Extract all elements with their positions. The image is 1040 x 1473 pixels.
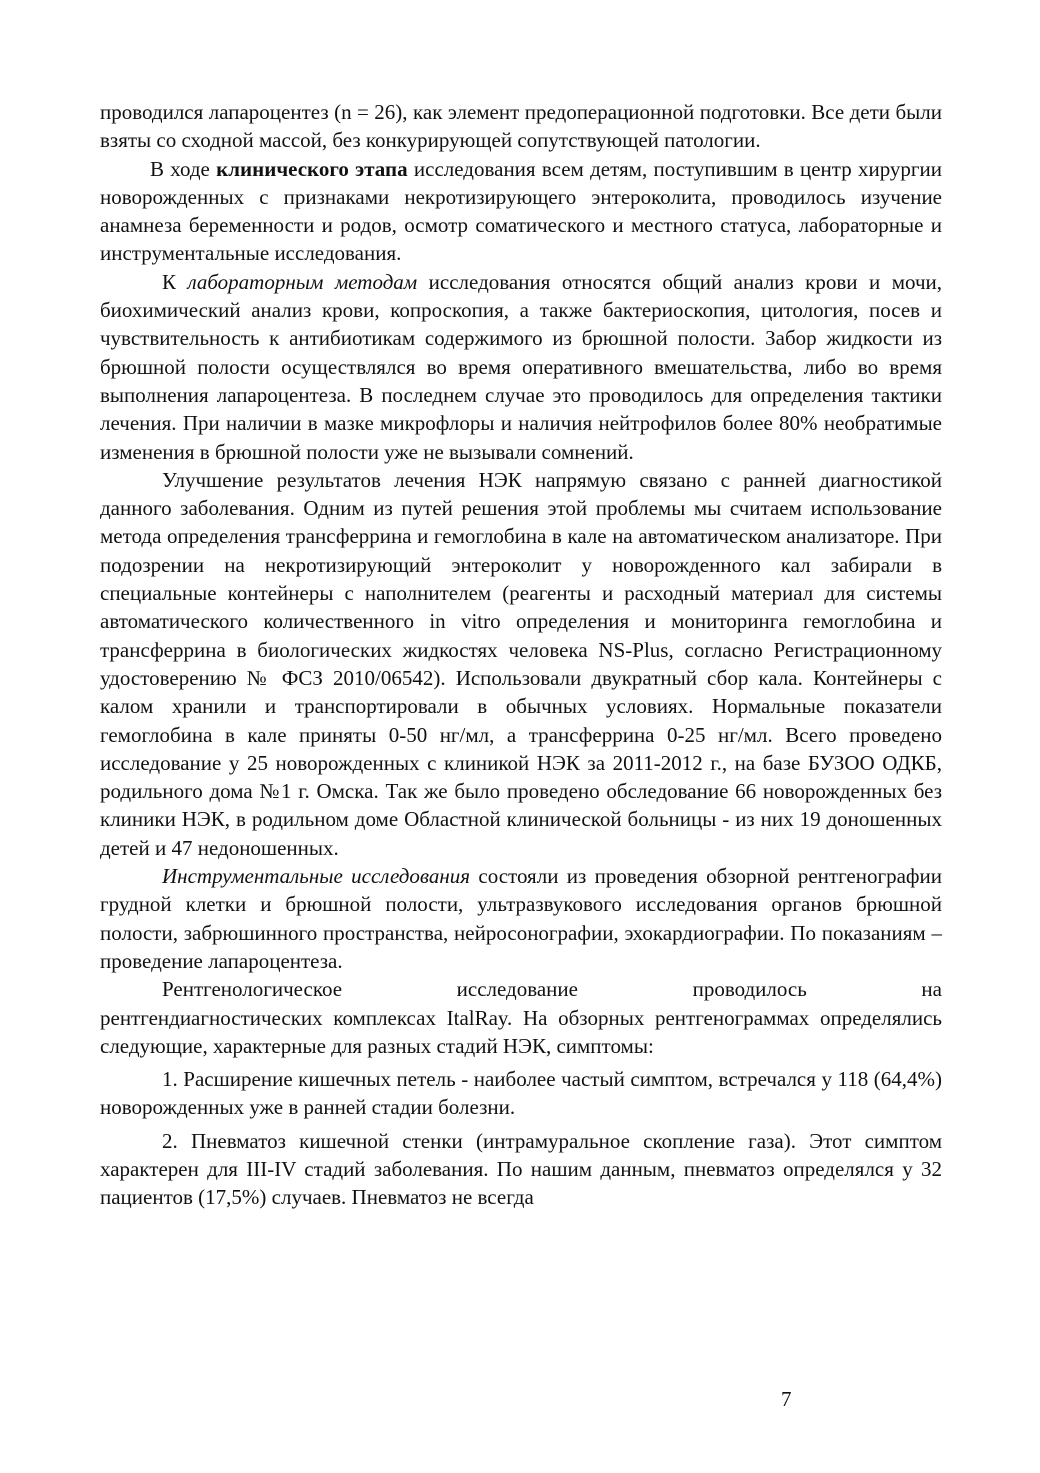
- paragraph-lab-methods: [100, 268, 942, 466]
- paragraph-instrumental: [100, 862, 942, 975]
- text-run: исследования относятся общий анализ крови и мочи, биохимический анализ крови, копроскопия, а также бактериоскопия, цитология, посев и чувствительность к антибиотикам содержимого из брюшной полости. Забор жидкости из брюшной полости осуществлялся во время оперативного вмешательства, либо во время выполнения лапароцентеза. В последнем случае это проводилось для определения тактики лечения. При наличии в мазке микрофлоры и наличия нейтрофилов более 80% необратимые изменения в брюшной полости уже не вызывали сомнений.: [100, 269, 943, 464]
- paragraph-xray: рентгендиагностических комплексах ItalRay. На обзорных рентгенограммах определялись следующие, характерные для разных стадий НЭК, симптомы:: [100, 1005, 942, 1058]
- italic-term: Инструментальные исследования: [162, 864, 471, 889]
- document-body: [100, 98, 942, 1212]
- list-item: 1. Расширение кишечных петель - наиболее частый симптом, встречался у 118 (64,4%) новорожденных уже в ранней стадии болезни.: [100, 1067, 942, 1120]
- text-run: К: [162, 269, 188, 294]
- bold-term: клинического этапа: [216, 156, 408, 181]
- text-run: исследования всем детям, поступившим в центр хирургии новорожденных с признаками некротизирующего энтероколита, проводилось изучение анамнеза беременности и родов, осмотр соматического и местного статуса, лабораторные и инструментальные исследования.: [100, 156, 943, 266]
- paragraph-diagnostics: Улучшение результатов лечения НЭК напрямую связано с ранней диагностикой данного заболевания. Одним из путей решения этой проблемы мы считаем использование метода определения трансферрина и гемоглобина в кале на автоматическом анализаторе. При подозрении на некротизирующий энтероколит у новорожденного кал забирали в специальные контейнеры с наполнителем (реагенты и расходный материал для системы автоматического количественного in vitro определения и мониторинга гемоглобина и трансферрина в биологических жидкостях человека NS-Plus, согласно Регистрационному удостоверению № ФСЗ 2010/06542). Использовали двукратный сбор кала. Контейнеры с калом хранили и транспортировали в обычных условиях. Нормальные показатели гемоглобина в кале приняты 0-50 нг/мл, а трансферрина 0-25 нг/мл. Всего проведено исследование у 25 новорожденных с клиникой НЭК за 2011-2012 г., на базе БУЗОО ОДКБ, родильного дома №1 г. Омска. Так же было проведено обследование 66 новорожденных без клиники НЭК, в родильном доме Областной клинической больницы - из них 19 доношенных детей и 47 недоношенных.: [100, 467, 942, 860]
- page-number: 7: [781, 1387, 792, 1411]
- text-run: состояли из проведения обзорной рентгенографии грудной клетки и брюшной полости, ультразвукового исследования органов брюшной полости, забрюшинного пространства, нейросонографии, эхокардиографии. По показаниям – проведение лапароцентеза.: [100, 864, 942, 973]
- italic-term: лабораторным методам: [187, 269, 418, 294]
- text-run: В ходе: [150, 156, 217, 181]
- paragraph-xray-line1: Рентгенологическое исследование проводилось на: [162, 977, 942, 1002]
- paragraph-continuation: проводился лапароцентез (n = 26), как элемент предоперационной подготовки. Все дети были взяты со сходной массой, без конкурирующей сопутствующей патологии.: [100, 100, 942, 153]
- paragraph-clinical-stage: [100, 155, 942, 268]
- list-item: 2. Пневматоз кишечной стенки (интрамуральное скопление газа). Этот симптом характерен для III-IV стадий заболевания. По нашим данным, пневматоз определялся у 32 пациентов (17,5%) случаев. Пневматоз не всегда: [100, 1128, 942, 1210]
